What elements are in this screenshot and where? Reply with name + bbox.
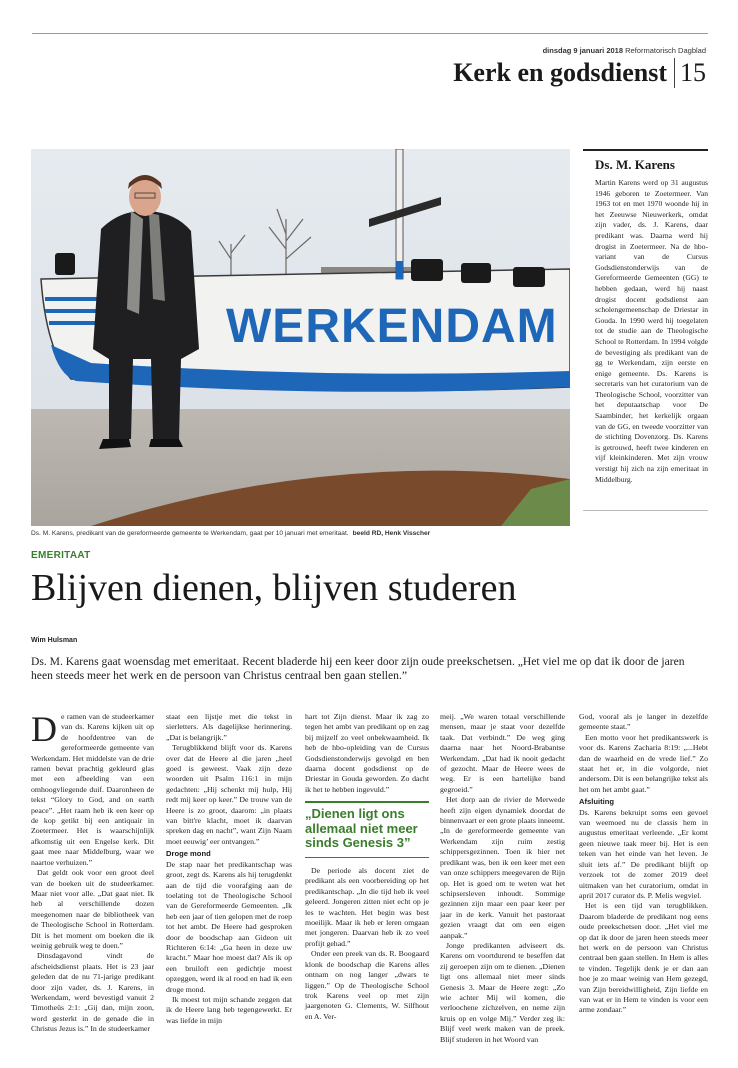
- photo-credit: beeld RD, Henk Visscher: [352, 530, 431, 537]
- article-column-3: [305, 712, 429, 1022]
- paragraph: Dat geldt ook voor een groot deel van de boeken uit de studeerkamer. Maar niet voor alle. „Dat gaat niet. Ik heb al verschillende dozen meegenomen naar de bibliotheek van de Theologische School in Rotterdam. Dit is het moment om boeken die ik weinig gebruik weg te doen.”: [31, 868, 154, 950]
- dateline: [543, 46, 706, 55]
- section-header: [330, 56, 706, 90]
- paragraph: staat een lijstje met die tekst in sierletters. Als dagelijkse herinnering. „Dat is belangrijk.”: [166, 712, 292, 742]
- article-column-1: [31, 709, 154, 1035]
- pull-quote: [305, 801, 429, 858]
- boat-name: WERKENDAM: [226, 300, 558, 353]
- paragraph: Het dorp aan de rivier de Merwede heeft zijn eigen dynamiek doordat de binnenvaart er een grote plaats inneemt. „In de gereformeerde gemeente van Werkendam zijn ruim zestig schippersgezinnen. Toen ik hier net predikant was, ben ik een keer met een van onze schippers meegevaren de Rijn op. Het is goed om te weten wat het schipsersleven inhoudt. Sommige gezinnen zijn maar een paar keer per jaar in de kerk. Vanuit het pastoraat gezien vraagt dat om een eigen aanpak.”: [440, 795, 565, 940]
- article-lead: Ds. M. Karens gaat woensdag met emeritaat. Recent bladerde hij een keer door zijn oude preekschetsen. „Het viel me op dat ik door de jaren heen steeds meer het werk en de persoon van Christus centraal ben gaan stellen.”: [31, 655, 685, 683]
- subheading: Droge mond: [166, 849, 211, 859]
- pull-quote-text: „Dienen ligt ons allemaal niet meer sinds Genesis 3”: [305, 806, 418, 851]
- paragraph: Dinsdagavond vindt de afscheidsdienst plaats. Het is 23 jaar geleden dat de nu 71-jarige predikant door zijn vader, ds. J. Karens, in Werkendam, werd bevestigd vanuit 2 Timotheüs 2:1: „Gij dan, mijn zoon, word gesterkt in de genade die in Christus Jezus is.” In de studeerkamer: [31, 951, 154, 1034]
- sidebar-bottom-rule: [583, 510, 708, 511]
- paragraph: Het is een tijd van terugblikken. Daarom bladerde de predikant nog eens oude preekschetsen door. „Het viel me op dat ik door de jaren heen steeds meer het werk en de persoon van Christus centraal ben gaan stellen. In Hem is alles te vinden. Tegelijk denk je er dan aan hoe je zo maar weinig van Hem gezegd, van Zijn bereidwilligheid, Zijn liefde en van wat er in Hem te vinden is voor een arme zondaar.”: [579, 901, 708, 1015]
- paragraph: Ik moest tot mijn schande zeggen dat ik de Heere lang heb tegengewerkt. Er was liefde in mijn: [166, 994, 292, 1025]
- paragraph: Een motto voor het predikantswerk is voor ds. Karens Zacharia 8:19: „...Hebt dan de waarheid en de vrede lief.” Zo staat het er, in die volgorde, niet andersom. Dit is een belangrijke tekst als het om het ambt gaat.”: [579, 732, 708, 794]
- bio-sidebar: [583, 149, 708, 512]
- section-divider: [674, 58, 675, 88]
- paragraph: De stap naar het predikantschap was groot, zegt ds. Karens als hij terugdenkt aan de tijd die voorafging aan de toelating tot de Theologische School van de Gereformeerde Gemeenten. „Ik heb een jaar of tien gelopen met de roep tot het ambt. De Heere had gesproken door de boodschap aan Gideon uit Richteren 6:14: „Ga heen in deze uw kracht.” Maar hoe moest dat? Als ik op een bruiloft een gedichtje moest opzeggen, werd ik al rood en had ik een droge mond.: [166, 859, 292, 994]
- page-number: 15: [680, 58, 706, 87]
- paragraph: De periode als docent ziet de predikant als een voorbereiding op het predikantschap. „In die tijd heb ik veel geleerd. Jongeren zitten niet echt op je les te wachten. Het begin was best moeilijk. Maar ik heb er leren omgaan met jongeren. Daarvan heb ik zo veel profijt gehad.”: [305, 866, 429, 948]
- article-column-2: [166, 712, 292, 1026]
- article-photo: [31, 149, 570, 526]
- article-column-5: [579, 712, 708, 1016]
- sidebar-body: Martin Karens werd op 31 augustus 1946 geboren te Zoetermeer. Van 1963 tot en met 1970 woonde hij in het Zeeuwse Nieuwerkerk, omdat zijn vader, ds. J. Karens, daar predikant was. Daarna werd hij drogist in Zoetermeer. Na de hbo-variant van de Cursus Godsdienstonderwijs van de Gereformeerde Gemeenten (GG) te hebben gedaan, werd hij naast drogist docent godsdienst aan scholengemeenschap de Driestar in Gouda. In 1990 werd hij toegelaten tot de studie aan de Theologische School te Rotterdam. In 1994 volgde de bevestiging als predikant van de gg te Werkendam, zijn eerste en enige gemeente. Ds. Karens is secretaris van het curatorium van de Theologische School, voorzitter van het deputaatschap voor De Saambinder, het kerkelijk orgaan van de GG, en tweede voorzitter van de stichting Dovenzorg. Ds. Karens is getrouwd, heeft twee kinderen en vijf kleinkinderen. Met zijn vrouw verstigt hij zich na zijn emeritaat in Middelburg.: [595, 178, 708, 484]
- paragraph: hart tot Zijn dienst. Maar ik zag zo tegen het ambt van predikant op en zag bij mijzelf zo veel onbekwaamheid. Ik heb de hbo-opleiding van de Cursus Godsdienstonderwijs gevolgd en ben daarna docent godsdienst op de Driestar in Gouda geworden. Zo dacht ik het te hebben ingevuld.”: [305, 712, 429, 794]
- drop-cap: D: [31, 709, 57, 749]
- photo-caption: [31, 530, 591, 537]
- article-headline: Blijven dienen, blijven studeren: [31, 567, 517, 609]
- photo-illustration: [31, 149, 570, 526]
- paragraph: God, vooral als je langer in dezelfde gemeente staat.”: [579, 712, 708, 732]
- article-byline: Wim Hulsman: [31, 637, 78, 644]
- newspaper-name: Reformatorisch Dagblad: [625, 46, 706, 55]
- sidebar-title: Ds. M. Karens: [595, 157, 675, 172]
- paragraph: Jonge predikanten adviseert ds. Karens om voortdurend te beseffen dat zij geroepen zijn om te dienen. „Dienen ligt ons allemaal niet meer sinds Genesis 3. Maar de Heere zegt: „Zo wie achter Mij wil komen, die verloochene zichzelven, en neme zijn kruis op en volge Mij.” Verder zeg ik: Blijf veel werk maken van de preek. Blijf studeren in het Woord van: [440, 940, 565, 1044]
- article-column-4: [440, 712, 565, 1045]
- top-rule: [32, 33, 708, 34]
- issue-date: dinsdag 9 januari 2018: [542, 46, 624, 55]
- paragraph: Ds. Karens bekruipt soms een gevoel van weemoed nu de classis hem in augustus emeritaat verleende. „Er komt geen nieuwe taak meer bij. Het is een teken van het einde van het leven. Je sluit iets af.” De predikant blijft op verzoek tot de zomer 2019 deel uitmaken van het curatorium, omdat in april 2017 curator ds. P. Melis wegviel.: [579, 807, 708, 900]
- paragraph: e ramen van de studeerkamer van ds. Karens kijken uit op de hoofdentree van de gereformeerde gemeente van Werkendam. Het middelste van de drie ramen bevat prachtig gekleurd glas met een afbeelding van een omhoogvliegende duif. Daaronheen de tekst “Glory to God, and on earth peace”. „Het raam heb ik een keer op de kop getikt bij een antiquair in Zoetermeer. Het is waarschijnlijk afkomstig uit een Engelse kerk. Dit gaat mee naar Middelburg, waar we naartoe verhuizen.”: [31, 712, 154, 867]
- article-kicker: EMERITAAT: [31, 550, 91, 561]
- paragraph: Terugblikkend blijft voor ds. Karens over dat de Heere al die jaren „heel goed is geweest. Vaak zijn deze woorden uit Psalm 116:1 in mijn gedachten: „Hij schenkt mij hulp, Hij redt mij keer op keer.” De trouw van de Heere is zo groot, daarom: „in plaats van bitt're klacht, moet ik daarvan spreken dag en nacht”, want Zijn Naam moet eeuwig’ eer ontvangen.”: [166, 743, 292, 846]
- subheading: Afsluiting: [579, 797, 615, 807]
- paragraph: Onder een preek van ds. R. Boogaard klonk de boodschap die Karens alles ontnam on nog langer „dwars te liggen.” Op de Theologische School trok Karens veel op met zijn jaargenoten G. Clements, W. Silfhout en A. Ver-: [305, 949, 429, 1021]
- paragraph: meij. „We waren totaal verschillende mensen, maar je staat voor dezelfde taak. Dat verbindt.” De weg ging daarna naar het Noord-Brabantse Werkendam. „Dat had ik nooit gedacht of gezocht. Maar de Heere wees de weg. Er is een hartelijke band gegroeid.”: [440, 712, 565, 794]
- caption-text: Ds. M. Karens, predikant van de gereformeerde gemeente te Werkendam, gaat per 10 januari met emeritaat.: [31, 530, 349, 537]
- section-title: Kerk en godsdienst: [453, 58, 667, 87]
